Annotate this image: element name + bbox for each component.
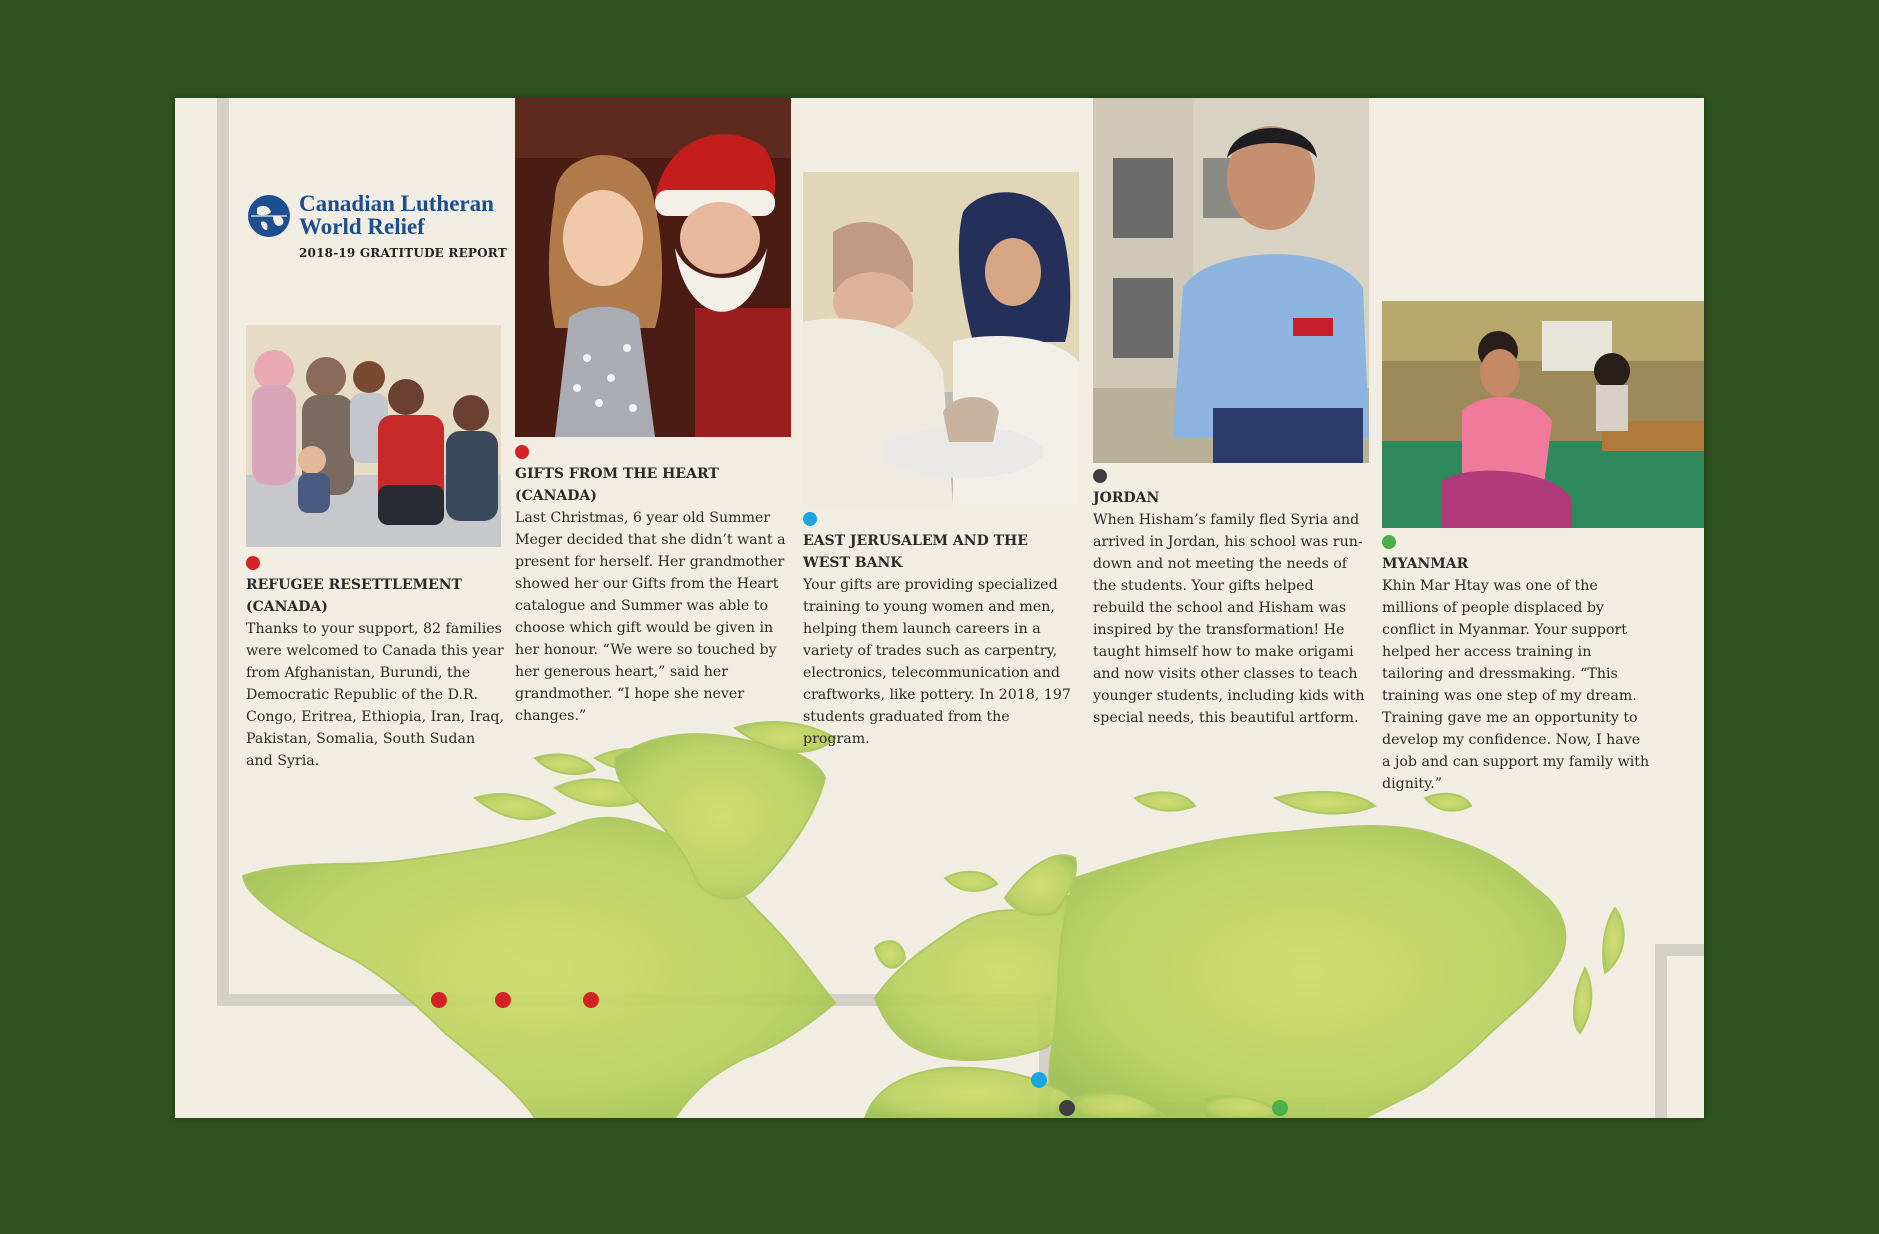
marker-jerusalem — [1031, 1072, 1047, 1088]
asia-landmass — [1049, 826, 1565, 1118]
red-marker-dot — [515, 445, 529, 459]
story-text: When Hisham’s family fled Syria and arrived in Jordan, his school was run-down and not meeting the needs of the students. Your gifts helped rebuild the school and Hisham was inspired by the transformation! He taught himself how to make origami and now visits other classes to teach younger students, including kids with special needs, this beautiful artform. — [1093, 512, 1365, 726]
clwr-logo — [247, 191, 507, 264]
dark-marker-dot — [1093, 469, 1107, 483]
story-gifts-from-the-heart — [515, 445, 791, 727]
route-line-right — [1661, 950, 1704, 1118]
story-east-jerusalem — [803, 512, 1079, 750]
marker-canada-3 — [583, 992, 599, 1008]
story-refugee-resettlement — [246, 556, 506, 772]
globe-icon — [247, 194, 291, 238]
marker-canada-2 — [495, 992, 511, 1008]
story-myanmar — [1382, 535, 1652, 795]
org-name: Canadian Lutheran World Relief — [299, 191, 494, 239]
girl-with-santa-photo — [515, 98, 791, 437]
story-text: Khin Mar Htay was one of the millions of people displaced by conflict in Myanmar. Your support helped her access training in tailoring and dressmaking. “This training was one step of my dream. Training gave me an opportunity to develop my confidence. Now, I have a job and can support my family with dignity.” — [1382, 578, 1650, 792]
red-marker-dot — [246, 556, 260, 570]
story-heading: MYANMAR — [1382, 556, 1469, 572]
marker-myanmar — [1272, 1100, 1288, 1116]
marker-canada-1 — [431, 992, 447, 1008]
blue-marker-dot — [803, 512, 817, 526]
green-marker-dot — [1382, 535, 1396, 549]
marker-jordan — [1059, 1100, 1075, 1116]
story-text: Last Christmas, 6 year old Summer Meger decided that she didn’t want a present for herself. Her grandmother showed her our Gifts from the Heart catalogue and Summer was able to choose which gift would be given in her honour. “We were so touched by her generous heart,” said her grandmother. “I hope she never changes.” — [515, 510, 786, 724]
story-heading: GIFTS FROM THE HEART (CANADA) — [515, 466, 719, 504]
pottery-students-photo — [803, 172, 1079, 505]
refugee-family-photo — [246, 325, 501, 547]
story-jordan — [1093, 469, 1369, 729]
story-text: Your gifts are providing specialized training to young women and men, helping them launch careers in a variety of trades such as carpentry, electronics, telecommunication and craftworks, like pottery. In 2018, 197 students graduated from the program. — [803, 577, 1071, 747]
student-hoodie-photo — [1093, 98, 1369, 463]
story-text: Thanks to your support, 82 families were welcomed to Canada this year from Afghanistan, Burundi, the Democratic Republic of the D.R. Congo, Eritrea, Ethiopia, Iran, Iraq, Pakistan, Somalia, South Sudan and Syria. — [246, 621, 505, 769]
story-heading: REFUGEE RESETTLEMENT (CANADA) — [246, 577, 462, 615]
report-title: 2018-19 GRATITUDE REPORT — [299, 246, 507, 260]
story-heading: JORDAN — [1093, 490, 1160, 506]
woman-sewing-photo — [1382, 301, 1704, 528]
report-page — [175, 98, 1704, 1118]
story-heading: EAST JERUSALEM AND THE WEST BANK — [803, 533, 1028, 571]
